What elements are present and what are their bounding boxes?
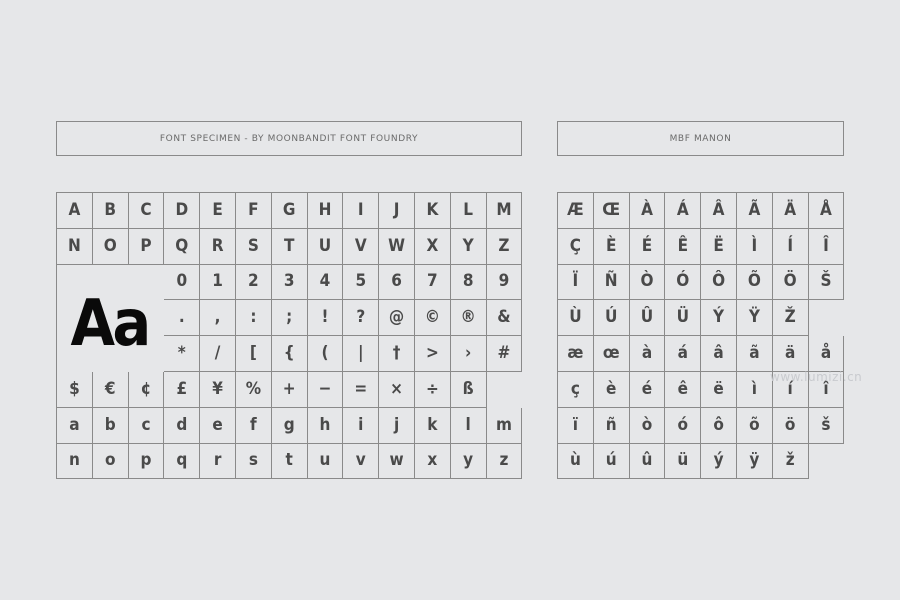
glyph-cell: Í bbox=[773, 229, 809, 265]
glyph-cell: n bbox=[57, 444, 93, 480]
glyph-cell: ì bbox=[737, 372, 773, 408]
glyph-cell: ä bbox=[773, 336, 809, 372]
glyph-cell: L bbox=[451, 193, 487, 229]
glyph-cell: Æ bbox=[558, 193, 594, 229]
glyph-cell: ç bbox=[558, 372, 594, 408]
glyph-cell: P bbox=[129, 229, 165, 265]
glyph-cell: C bbox=[129, 193, 165, 229]
glyph-cell: Ù bbox=[558, 300, 594, 336]
glyph-cell: e bbox=[200, 408, 236, 444]
glyph-cell: K bbox=[415, 193, 451, 229]
glyph-cell: í bbox=[773, 372, 809, 408]
glyph-cell: j bbox=[379, 408, 415, 444]
glyph-cell: Ú bbox=[594, 300, 630, 336]
glyph-cell: è bbox=[594, 372, 630, 408]
glyph-cell: , bbox=[200, 300, 236, 336]
glyph-cell: b bbox=[93, 408, 129, 444]
glyph-cell: u bbox=[308, 444, 344, 480]
glyph-cell: î bbox=[809, 372, 845, 408]
glyph-cell: % bbox=[236, 372, 272, 408]
empty-cell bbox=[809, 300, 845, 336]
glyph-cell: £ bbox=[164, 372, 200, 408]
glyph-cell: ¥ bbox=[200, 372, 236, 408]
glyph-cell: B bbox=[93, 193, 129, 229]
glyph-cell: † bbox=[379, 336, 415, 372]
glyph-cell: > bbox=[415, 336, 451, 372]
glyph-cell: S bbox=[236, 229, 272, 265]
showcase-glyph: Aa bbox=[70, 287, 149, 361]
glyph-cell: õ bbox=[737, 408, 773, 444]
glyph-cell: i bbox=[343, 408, 379, 444]
glyph-cell: m bbox=[487, 408, 523, 444]
glyph-cell: é bbox=[630, 372, 666, 408]
glyph-cell: x bbox=[415, 444, 451, 480]
glyph-cell: o bbox=[93, 444, 129, 480]
glyph-cell: D bbox=[164, 193, 200, 229]
glyph-cell: d bbox=[164, 408, 200, 444]
glyph-cell: ý bbox=[701, 444, 737, 480]
glyph-cell: @ bbox=[379, 300, 415, 336]
glyph-cell: æ bbox=[558, 336, 594, 372]
glyph-cell: + bbox=[272, 372, 308, 408]
glyph-cell: y bbox=[451, 444, 487, 480]
glyph-cell: Ü bbox=[665, 300, 701, 336]
glyph-cell: ÷ bbox=[415, 372, 451, 408]
glyph-cell: ! bbox=[308, 300, 344, 336]
right-title-box bbox=[557, 121, 844, 156]
watermark-text: www.lumizi.cn bbox=[770, 370, 863, 384]
glyph-cell: ü bbox=[665, 444, 701, 480]
glyph-cell: r bbox=[200, 444, 236, 480]
glyph-cell: © bbox=[415, 300, 451, 336]
glyph-cell: Ñ bbox=[594, 265, 630, 301]
glyph-cell: z bbox=[487, 444, 523, 480]
glyph-cell: Û bbox=[630, 300, 666, 336]
glyph-cell: ® bbox=[451, 300, 487, 336]
glyph-cell: & bbox=[487, 300, 523, 336]
glyph-cell: $ bbox=[57, 372, 93, 408]
glyph-cell: Y bbox=[451, 229, 487, 265]
glyph-cell: E bbox=[200, 193, 236, 229]
glyph-cell: 4 bbox=[308, 265, 344, 301]
glyph-cell: ß bbox=[451, 372, 487, 408]
glyph-cell: M bbox=[487, 193, 523, 229]
glyph-cell: h bbox=[308, 408, 344, 444]
glyph-cell: ã bbox=[737, 336, 773, 372]
glyph-cell: 8 bbox=[451, 265, 487, 301]
glyph-cell: N bbox=[57, 229, 93, 265]
glyph-cell: J bbox=[379, 193, 415, 229]
glyph-cell: É bbox=[630, 229, 666, 265]
glyph-cell: À bbox=[630, 193, 666, 229]
glyph-cell: | bbox=[343, 336, 379, 372]
glyph-cell: š bbox=[809, 408, 845, 444]
glyph-cell: V bbox=[343, 229, 379, 265]
glyph-cell: I bbox=[343, 193, 379, 229]
left-title-box bbox=[56, 121, 522, 156]
glyph-cell: à bbox=[630, 336, 666, 372]
glyph-cell: Ä bbox=[773, 193, 809, 229]
glyph-cell: Î bbox=[809, 229, 845, 265]
glyph-cell: ; bbox=[272, 300, 308, 336]
glyph-cell: 5 bbox=[343, 265, 379, 301]
glyph-cell: Ô bbox=[701, 265, 737, 301]
glyph-cell: Ì bbox=[737, 229, 773, 265]
glyph-cell: / bbox=[200, 336, 236, 372]
glyph-cell: ë bbox=[701, 372, 737, 408]
glyph-cell: # bbox=[487, 336, 523, 372]
glyph-cell: R bbox=[200, 229, 236, 265]
glyph-cell: Õ bbox=[737, 265, 773, 301]
glyph-cell: ê bbox=[665, 372, 701, 408]
glyph-cell: U bbox=[308, 229, 344, 265]
glyph-cell: ¢ bbox=[129, 372, 165, 408]
glyph-cell: ò bbox=[630, 408, 666, 444]
glyph-cell: l bbox=[451, 408, 487, 444]
empty-cell bbox=[487, 372, 523, 408]
glyph-cell: Ö bbox=[773, 265, 809, 301]
glyph-cell: Ê bbox=[665, 229, 701, 265]
glyph-cell: Ã bbox=[737, 193, 773, 229]
glyph-cell: ô bbox=[701, 408, 737, 444]
glyph-cell: Ÿ bbox=[737, 300, 773, 336]
glyph-cell: 3 bbox=[272, 265, 308, 301]
glyph-cell: ú bbox=[594, 444, 630, 480]
glyph-cell: ÿ bbox=[737, 444, 773, 480]
left-title: FONT SPECIMEN - BY MOONBANDIT FONT FOUNDRY bbox=[159, 133, 419, 144]
glyph-cell: H bbox=[308, 193, 344, 229]
glyph-cell: ( bbox=[308, 336, 344, 372]
glyph-cell: − bbox=[308, 372, 344, 408]
glyph-cell: Z bbox=[487, 229, 523, 265]
glyph-cell: 2 bbox=[236, 265, 272, 301]
glyph-cell: c bbox=[129, 408, 165, 444]
glyph-cell: È bbox=[594, 229, 630, 265]
glyph-cell: á bbox=[665, 336, 701, 372]
glyph-cell: å bbox=[809, 336, 845, 372]
glyph-cell: w bbox=[379, 444, 415, 480]
glyph-cell: * bbox=[164, 336, 200, 372]
glyph-cell: ž bbox=[773, 444, 809, 480]
glyph-cell: 1 bbox=[200, 265, 236, 301]
glyph-cell: â bbox=[701, 336, 737, 372]
glyph-cell: T bbox=[272, 229, 308, 265]
glyph-cell: Á bbox=[665, 193, 701, 229]
glyph-cell: t bbox=[272, 444, 308, 480]
glyph-cell: { bbox=[272, 336, 308, 372]
glyph-cell: Ý bbox=[701, 300, 737, 336]
glyph-cell: û bbox=[630, 444, 666, 480]
glyph-cell: v bbox=[343, 444, 379, 480]
glyph-cell: f bbox=[236, 408, 272, 444]
glyph-cell: W bbox=[379, 229, 415, 265]
glyph-cell: 0 bbox=[164, 265, 200, 301]
glyph-cell: ? bbox=[343, 300, 379, 336]
glyph-cell: 7 bbox=[415, 265, 451, 301]
glyph-cell: s bbox=[236, 444, 272, 480]
glyph-cell: ù bbox=[558, 444, 594, 480]
glyph-cell: Ë bbox=[701, 229, 737, 265]
glyph-cell: G bbox=[272, 193, 308, 229]
glyph-cell: Ç bbox=[558, 229, 594, 265]
glyph-cell: O bbox=[93, 229, 129, 265]
glyph-cell: Š bbox=[809, 265, 845, 301]
glyph-cell: p bbox=[129, 444, 165, 480]
glyph-cell: = bbox=[343, 372, 379, 408]
glyph-cell: g bbox=[272, 408, 308, 444]
glyph-cell: € bbox=[93, 372, 129, 408]
glyph-cell: A bbox=[57, 193, 93, 229]
glyph-cell: [ bbox=[236, 336, 272, 372]
glyph-cell: Œ bbox=[594, 193, 630, 229]
glyph-cell: ó bbox=[665, 408, 701, 444]
glyph-cell: : bbox=[236, 300, 272, 336]
glyph-cell: ï bbox=[558, 408, 594, 444]
glyph-cell: Q bbox=[164, 229, 200, 265]
glyph-cell: œ bbox=[594, 336, 630, 372]
glyph-cell: Ž bbox=[773, 300, 809, 336]
glyph-cell: Â bbox=[701, 193, 737, 229]
glyph-cell: ñ bbox=[594, 408, 630, 444]
glyph-cell: 6 bbox=[379, 265, 415, 301]
glyph-cell: × bbox=[379, 372, 415, 408]
glyph-cell: 9 bbox=[487, 265, 523, 301]
glyph-cell: Ó bbox=[665, 265, 701, 301]
right-title: MBF MANON bbox=[669, 133, 732, 144]
glyph-cell: F bbox=[236, 193, 272, 229]
glyph-cell: k bbox=[415, 408, 451, 444]
glyph-cell: Ò bbox=[630, 265, 666, 301]
glyph-cell: ö bbox=[773, 408, 809, 444]
empty-cell bbox=[809, 444, 845, 480]
glyph-cell: › bbox=[451, 336, 487, 372]
right-glyph-grid bbox=[557, 192, 844, 479]
glyph-cell: a bbox=[57, 408, 93, 444]
glyph-cell: X bbox=[415, 229, 451, 265]
glyph-cell: q bbox=[164, 444, 200, 480]
glyph-cell: Å bbox=[809, 193, 845, 229]
glyph-cell: . bbox=[164, 300, 200, 336]
glyph-cell: Ï bbox=[558, 265, 594, 301]
